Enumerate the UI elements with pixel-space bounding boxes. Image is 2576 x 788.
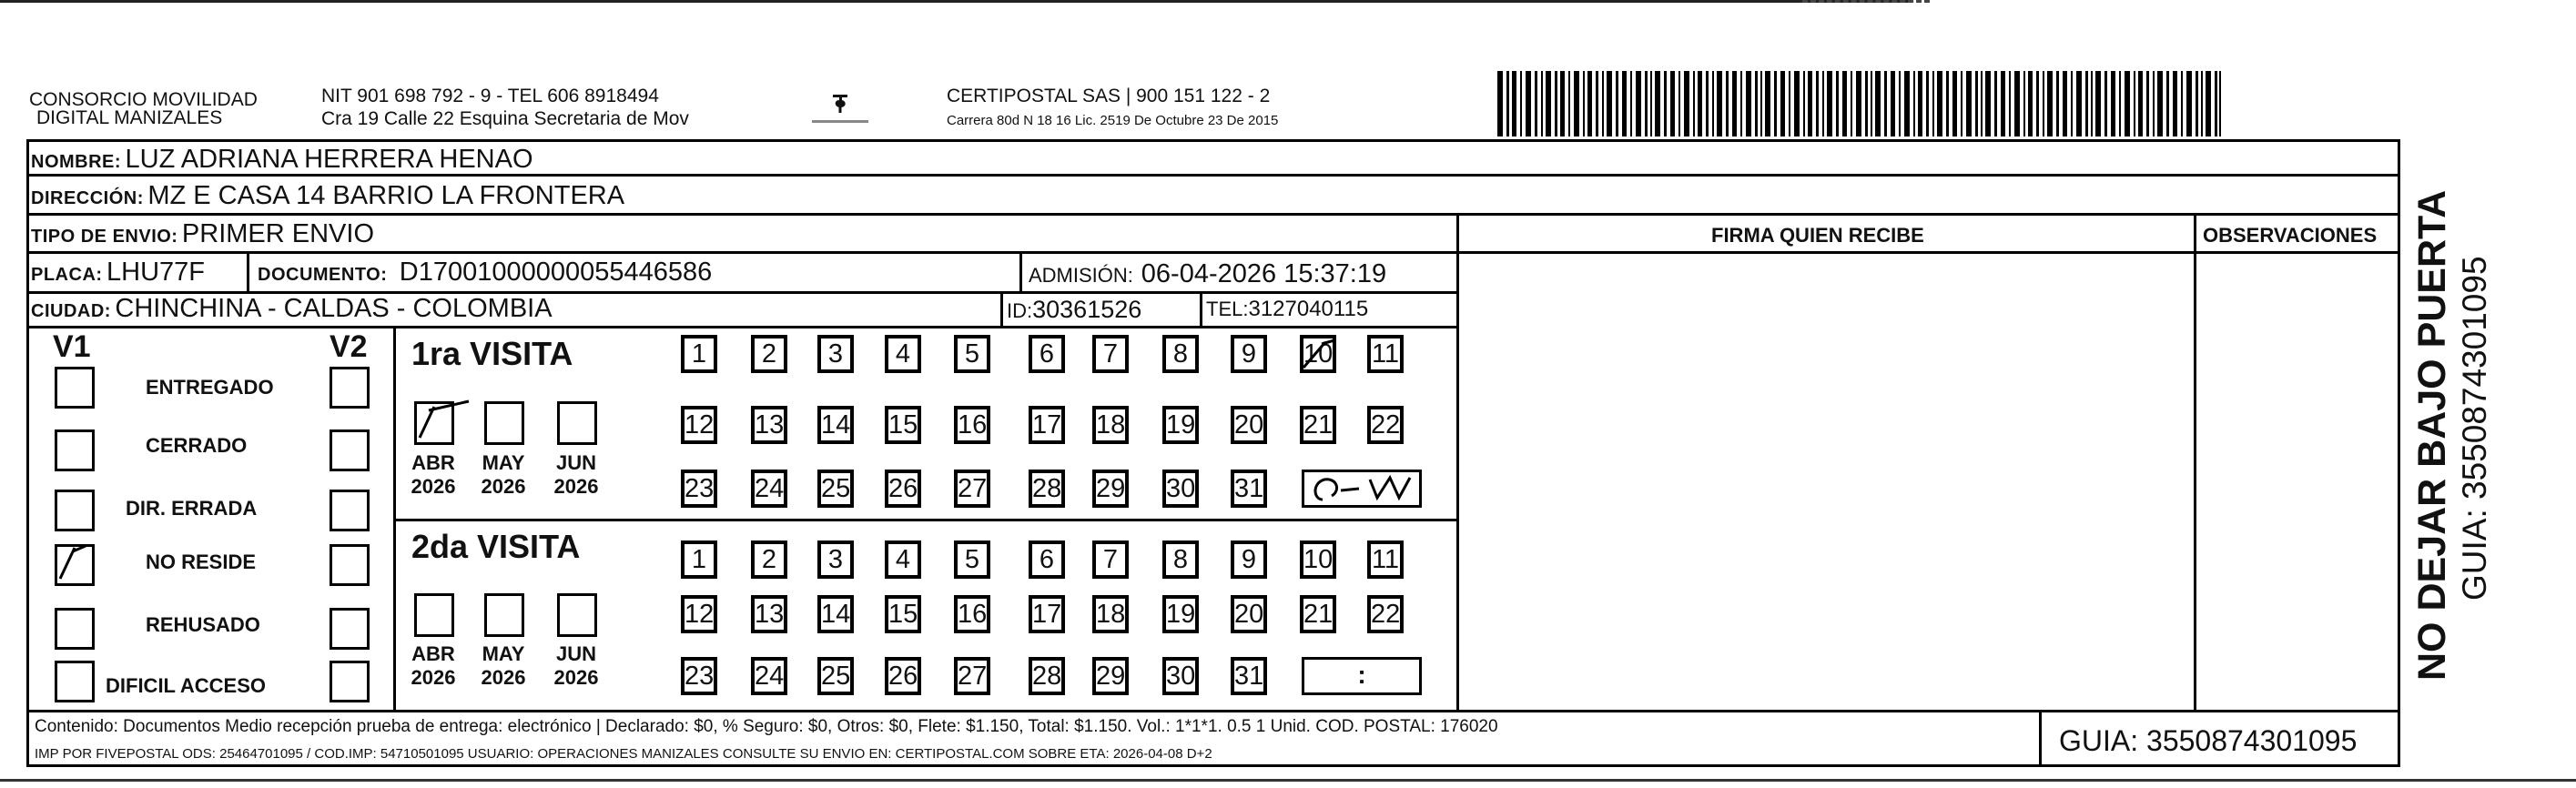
first-visit-day-box[interactable]: 31	[1231, 470, 1267, 508]
first-visit-day-box[interactable]: 4	[885, 335, 921, 373]
second-visit-day-box[interactable]: 16	[954, 595, 990, 633]
col-tel	[1200, 291, 1202, 327]
rule-footer	[26, 710, 2400, 712]
first-visit-day-box[interactable]: 5	[954, 335, 990, 373]
first-visit-day-box[interactable]: 17	[1029, 406, 1065, 444]
send-type-row	[31, 218, 374, 254]
first-visit-year-label: 2026	[553, 475, 599, 498]
first-visit-day-box[interactable]: 19	[1162, 406, 1199, 444]
first-visit-day-box[interactable]: 3	[817, 335, 854, 373]
second-visit-year-label: 2026	[411, 666, 456, 689]
vertical-guide: GUIA: 3550874301095	[2456, 256, 2493, 601]
rule-3	[26, 251, 2400, 254]
status-label: NO RESIDE	[146, 551, 257, 573]
first-visit-day-box[interactable]: 14	[817, 406, 854, 444]
second-visit-day-box[interactable]: 12	[681, 595, 717, 633]
first-visit-month-checkbox[interactable]	[557, 401, 597, 445]
sender-nit: NIT 901 698 792 - 9 - TEL 606 8918494	[321, 86, 659, 106]
v1-checkbox[interactable]	[55, 490, 95, 531]
second-visit-day-box[interactable]: 14	[817, 595, 854, 633]
no-dejar-warning: NO DEJAR BAJO PUERTA	[2410, 189, 2454, 681]
signature-header: FIRMA QUIEN RECIBE	[1711, 224, 1924, 247]
col-obs	[2194, 213, 2196, 711]
city-value: CHINCHINA - CALDAS - COLOMBIA	[115, 294, 553, 323]
document-row	[258, 257, 712, 292]
first-visit-day-box[interactable]: 29	[1092, 470, 1129, 508]
first-visit-day-box[interactable]: 6	[1029, 335, 1065, 373]
second-visit-day-box[interactable]: 25	[817, 657, 854, 695]
v1-checkbox[interactable]	[55, 544, 95, 586]
courier-name: CERTIPOSTAL SAS | 900 151 122 - 2	[947, 86, 1271, 106]
first-visit-day-box[interactable]: 30	[1162, 470, 1199, 508]
footer-guide: GUIA: 3550874301095	[2059, 724, 2358, 757]
first-visit-day-box[interactable]: 25	[817, 470, 854, 508]
col-guide	[2039, 710, 2042, 767]
second-visit-day-box[interactable]: 17	[1029, 595, 1065, 633]
plate-label: PLACA:	[31, 265, 103, 285]
col-admission	[1019, 251, 1022, 292]
first-visit-day-box[interactable]: 21	[1300, 406, 1336, 444]
first-visit-month-label: JUN	[555, 451, 596, 474]
second-visit-day-box[interactable]: 28	[1029, 657, 1065, 695]
first-visit-year-label: 2026	[411, 475, 456, 498]
second-visit-day-box[interactable]: 24	[751, 657, 787, 695]
tel-value: 3127040115	[1248, 297, 1369, 321]
v1-checkbox[interactable]	[55, 608, 95, 650]
first-visit-day-box[interactable]: 2	[751, 335, 787, 373]
second-visit-day-box[interactable]: 11	[1367, 540, 1404, 579]
document-label: DOCUMENTO:	[258, 265, 388, 285]
first-visit-day-box[interactable]: 27	[954, 470, 990, 508]
send-type-value: PRIMER ENVIO	[181, 219, 375, 248]
second-visit-month-checkbox[interactable]	[484, 593, 524, 637]
first-visit-day-box[interactable]: 22	[1367, 406, 1404, 444]
second-visit-day-box[interactable]: 22	[1367, 595, 1404, 633]
admission-row	[1029, 258, 1386, 294]
second-visit-day-box[interactable]: 27	[954, 657, 990, 695]
v2-checkbox[interactable]	[330, 544, 370, 586]
status-label: DIR. ERRADA	[126, 497, 258, 520]
first-visit-day-box[interactable]: 23	[681, 470, 717, 508]
second-visit-day-box[interactable]: 20	[1231, 595, 1267, 633]
v2-checkbox[interactable]	[330, 608, 370, 650]
id-label: ID:	[1007, 299, 1033, 322]
v2-label: V2	[330, 329, 368, 364]
second-visit-day-box[interactable]: 1	[681, 540, 717, 579]
sender-name-line2: DIGITAL MANIZALES	[36, 107, 223, 128]
v2-checkbox[interactable]	[330, 429, 370, 471]
second-visit-day-box[interactable]: 31	[1231, 657, 1267, 695]
col-status	[393, 326, 396, 711]
second-visit-year-label: 2026	[553, 666, 599, 689]
sender-address: Cra 19 Calle 22 Esquina Secretaria de Mov	[321, 108, 689, 129]
second-visit-day-box[interactable]: 18	[1092, 595, 1129, 633]
observations-header: OBSERVACIONES	[2203, 224, 2378, 247]
document-value: D17001000000055446586	[399, 258, 713, 287]
first-visit-day-box[interactable]: 15	[885, 406, 921, 444]
send-type-label: TIPO DE ENVIO:	[31, 227, 178, 247]
status-label: REHUSADO	[146, 613, 260, 636]
second-visit-month-checkbox[interactable]	[414, 593, 454, 637]
col-signature	[1456, 213, 1459, 711]
second-visit-day-box[interactable]: 4	[885, 540, 921, 579]
top-border-line	[0, 0, 1912, 3]
second-visit-day-box[interactable]: 26	[885, 657, 921, 695]
second-visit-day-box[interactable]: 9	[1231, 540, 1267, 579]
status-label: ENTREGADO	[146, 376, 274, 399]
first-visit-title: 1ra VISITA	[411, 335, 573, 372]
top-right-mark	[1802, 0, 1930, 8]
v1-checkbox[interactable]	[55, 367, 95, 409]
col-plate	[247, 251, 249, 292]
second-visit-day-box[interactable]: 21	[1300, 595, 1336, 633]
v2-checkbox[interactable]	[330, 367, 370, 409]
rule-6	[393, 519, 1457, 521]
address-row	[31, 180, 624, 216]
v1-label: V1	[53, 329, 91, 364]
v1-checkbox[interactable]	[55, 429, 95, 471]
first-visit-day-box[interactable]: 26	[885, 470, 921, 508]
second-visit-day-box[interactable]: 2	[751, 540, 787, 579]
first-visit-day-box[interactable]: 16	[954, 406, 990, 444]
first-visit-month-label: ABR	[411, 451, 455, 474]
city-label: CIUDAD:	[31, 301, 111, 321]
address-label: DIRECCIÓN:	[31, 188, 144, 208]
first-visit-day-box[interactable]: 11	[1367, 335, 1404, 373]
first-visit-time-box[interactable]	[1302, 470, 1422, 508]
label-frame	[26, 139, 2400, 767]
tel-label: TEL:	[1206, 298, 1249, 320]
second-visit-month-label: JUN	[555, 642, 596, 665]
name-row	[31, 144, 533, 179]
first-visit-month-label: MAY	[482, 451, 525, 474]
second-visit-day-box[interactable]: 13	[751, 595, 787, 633]
second-visit-day-box[interactable]: 15	[885, 595, 921, 633]
second-visit-day-box[interactable]: 10	[1300, 540, 1336, 579]
id-value: 30361526	[1032, 296, 1142, 323]
admission-label: ADMISIÓN:	[1029, 264, 1133, 287]
first-visit-day-box[interactable]: 10	[1300, 335, 1336, 373]
address-value: MZ E CASA 14 BARRIO LA FRONTERA	[147, 181, 625, 210]
first-visit-day-box[interactable]: 8	[1162, 335, 1199, 373]
second-visit-day-box[interactable]: 8	[1162, 540, 1199, 579]
v2-checkbox[interactable]	[330, 661, 370, 702]
second-visit-day-box[interactable]: 23	[681, 657, 717, 695]
bottom-edge	[0, 779, 2576, 782]
sender-name-line1: CONSORCIO MOVILIDAD	[29, 89, 258, 110]
first-visit-day-box[interactable]: 13	[751, 406, 787, 444]
tel-row	[1206, 294, 1368, 328]
plate-row	[31, 257, 205, 292]
second-visit-month-label: ABR	[411, 642, 455, 665]
second-visit-day-box[interactable]: 5	[954, 540, 990, 579]
name-label: NOMBRE:	[31, 152, 122, 172]
first-visit-day-box[interactable]: 9	[1231, 335, 1267, 373]
first-visit-day-box[interactable]: 18	[1092, 406, 1129, 444]
second-visit-month-label: MAY	[482, 642, 525, 665]
first-visit-day-box[interactable]: 20	[1231, 406, 1267, 444]
plate-value: LHU77F	[106, 258, 205, 287]
second-visit-day-box[interactable]: 7	[1092, 540, 1129, 579]
content-line: Contenido: Documentos Medio recepción prueba de entrega: electrónico | Declarado: $0, % Seguro: $0, Otros: $0, Flete: $1.150, Total: $1.150. Vol.: 1*1*1. 0.5 1 Unid. COD. POSTAL: 176020	[35, 717, 1498, 736]
status-label: DIFICIL ACCESO	[106, 674, 267, 697]
first-visit-year-label: 2026	[481, 475, 526, 498]
second-visit-time-box[interactable]: :	[1302, 657, 1422, 695]
second-visit-day-box[interactable]: 3	[817, 540, 854, 579]
second-visit-day-box[interactable]: 30	[1162, 657, 1199, 695]
first-visit-day-box[interactable]: 28	[1029, 470, 1065, 508]
first-visit-month-checkbox[interactable]	[414, 401, 454, 445]
second-visit-day-box[interactable]: 29	[1092, 657, 1129, 695]
name-value: LUZ ADRIANA HERRERA HENAO	[125, 145, 533, 174]
second-visit-day-box[interactable]: 6	[1029, 540, 1065, 579]
second-visit-month-checkbox[interactable]	[557, 593, 597, 637]
col-id	[1000, 291, 1003, 327]
certipostal-logo-icon	[808, 89, 872, 135]
v1-checkbox[interactable]	[55, 661, 95, 702]
courier-address: Carrera 80d N 18 16 Lic. 2519 De Octubre 23 De 2015	[947, 113, 1279, 128]
second-visit-year-label: 2026	[481, 666, 526, 689]
barcode-icon	[1497, 71, 2221, 136]
first-visit-day-box[interactable]: 7	[1092, 335, 1129, 373]
first-visit-day-box[interactable]: 24	[751, 470, 787, 508]
status-label: CERRADO	[146, 434, 248, 457]
v2-checkbox[interactable]	[330, 490, 370, 531]
second-visit-day-box[interactable]: 19	[1162, 595, 1199, 633]
first-visit-month-checkbox[interactable]	[484, 401, 524, 445]
first-visit-day-box[interactable]: 1	[681, 335, 717, 373]
first-visit-day-box[interactable]: 12	[681, 406, 717, 444]
second-visit-title: 2da VISITA	[411, 528, 581, 565]
imp-line: IMP POR FIVEPOSTAL ODS: 25464701095 / COD.IMP: 54710501095 USUARIO: OPERACIONES MANIZALES CONSULTE SU ENVIO EN: CERTIPOSTAL.COM SOBRE ETA: 2026-04-08 D+2	[35, 746, 1212, 762]
id-row	[1007, 294, 1141, 329]
city-row	[31, 293, 553, 328]
admission-value: 06-04-2026 15:37:19	[1141, 259, 1387, 288]
